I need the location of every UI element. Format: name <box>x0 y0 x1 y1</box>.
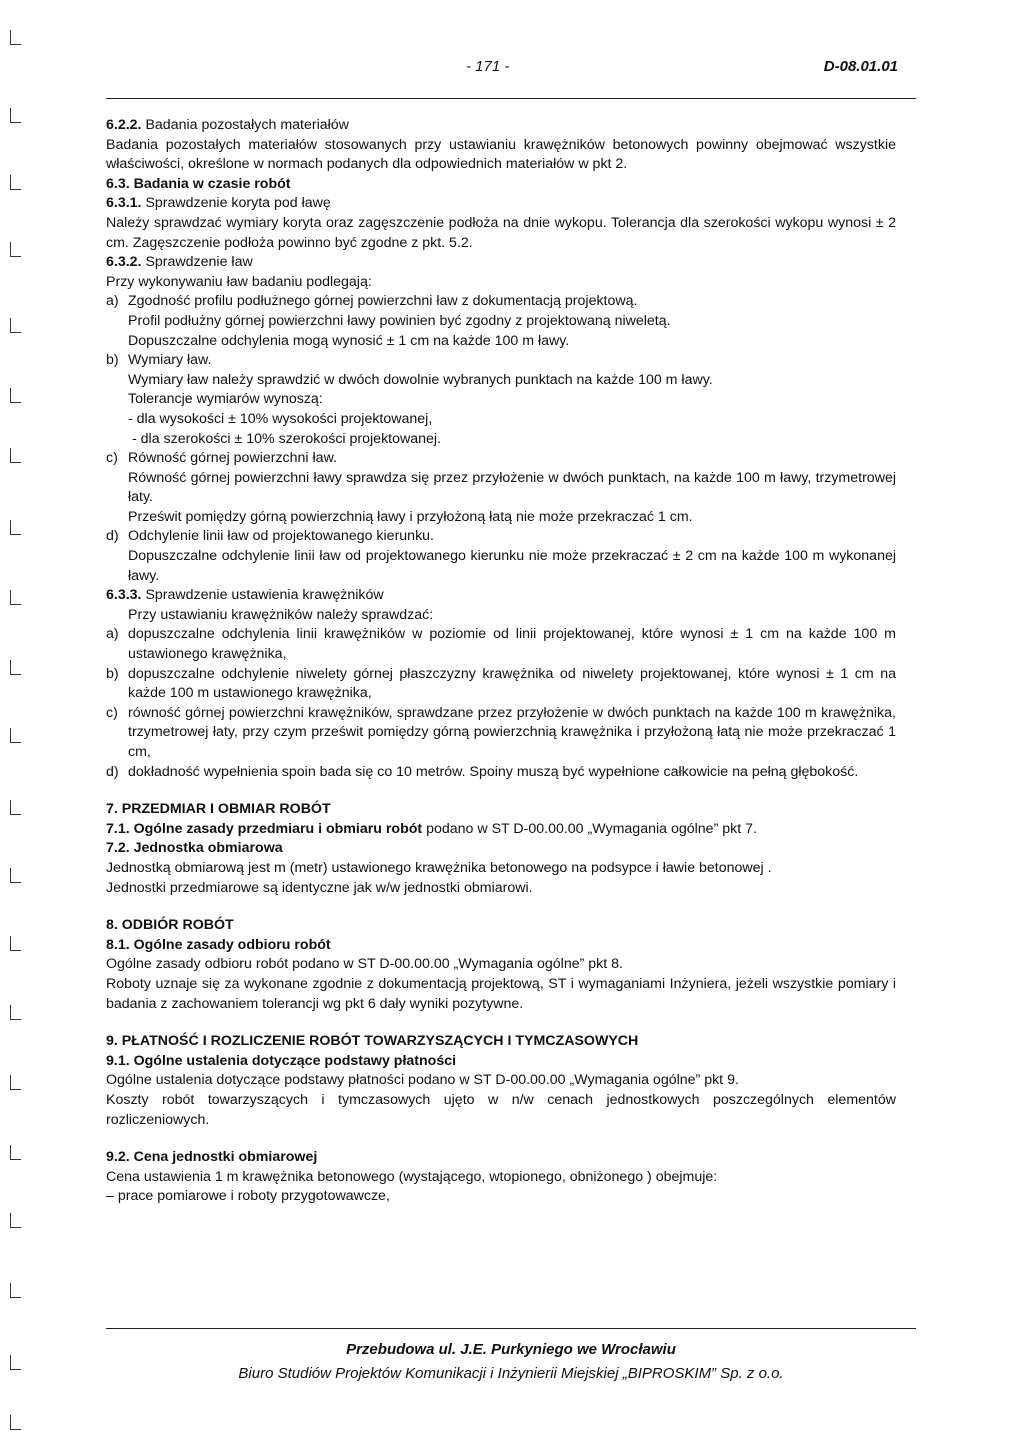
list-item <box>106 625 896 664</box>
subsection-title: 7.1. Ogólne zasady przedmiaru i obmiaru robót <box>106 820 423 837</box>
section-title: Badania w czasie robót <box>133 175 291 192</box>
section-title: Sprawdzenie ław <box>145 254 253 271</box>
scan-edge-mark <box>10 1415 21 1430</box>
list-subitem: - dla szerokości ± 10% szerokości projektowanej. <box>132 430 442 447</box>
section-heading-6-3-2 <box>106 253 896 273</box>
paragraph: Ogólne zasady odbioru robót podano w ST D-00.00.00 „Wymagania ogólne” pkt 8. <box>106 956 623 973</box>
scan-edge-mark <box>10 1005 21 1020</box>
section-title: Sprawdzenie koryta pod ławę <box>145 195 331 212</box>
scan-edge-mark <box>10 1213 21 1228</box>
section-number: 6.3.1. <box>106 195 142 212</box>
section-title: Sprawdzenie ustawienia krawężników <box>145 587 384 604</box>
scan-edge-mark <box>10 1283 21 1298</box>
subsection-title: 9.2. Cena jednostki obmiarowej <box>106 1149 318 1166</box>
scan-edge-mark <box>10 590 21 605</box>
scan-edge-mark <box>10 660 21 675</box>
list-item-line: Dopuszczalne odchylenie linii ław od projektowanego kierunku nie może przekraczać ± 2 cm na każde 100 m wykonanej ławy. <box>128 548 896 584</box>
paragraph-text: podano w ST D-00.00.00 „Wymagania ogólne” pkt 7. <box>426 820 757 837</box>
list-item-title: Odchylenie linii ław od projektowanego kierunku. <box>128 528 434 545</box>
section-heading-6-3-3 <box>106 586 896 606</box>
subsection-heading <box>106 1148 896 1168</box>
paragraph: Badania pozostałych materiałów stosowanych przy ustawianiu krawężników betonowych powinny obejmować wszystkie właściwości, określone w normach podanych dla odpowiednich materiałów w pkt 2. <box>106 136 896 173</box>
list-item <box>106 665 896 704</box>
section-heading-6-3 <box>106 175 896 195</box>
scan-edge-mark <box>10 388 21 403</box>
paragraph <box>106 820 896 840</box>
list-item <box>106 292 896 351</box>
paragraph: Cena ustawienia 1 m krawężnika betonowego (wystającego, wtopionego, obniżonego ) obejmuje: <box>106 1168 718 1185</box>
page-header <box>106 52 916 82</box>
list-item <box>106 351 896 449</box>
list-item-line: Profil podłużny górnej powierzchni ławy powinien być zgodny z projektowaną niweletą. <box>128 312 671 329</box>
scan-edge-mark <box>10 1075 21 1090</box>
scan-edge-mark <box>10 868 21 883</box>
paragraph: Należy sprawdzać wymiary koryta oraz zagęszczenie podłoża na dnie wykopu. Tolerancja dla szerokości wykopu wynosi ± 2 cm. Zagęszczenie podłoża powinno być zgodne z pkt. 5.2. <box>106 214 896 251</box>
scan-edge-mark <box>10 1355 21 1370</box>
section-number: 6.3. <box>106 175 130 192</box>
list-item <box>106 704 896 763</box>
list-item-text: dopuszczalne odchylenia linii krawężników w poziomie od linii projektowanej, które wynosi ± 1 cm na każde 100 m ustawionego krawężnika, <box>128 626 896 663</box>
list-label: b) <box>106 352 119 369</box>
list-item-text: dokładność wypełnienia spoin bada się co 10 metrów. Spoiny muszą być wypełnione całkowicie na pełną głębokość. <box>128 763 859 780</box>
scan-edge-mark <box>10 448 21 463</box>
list-label: c) <box>106 450 118 467</box>
list-label: a) <box>106 626 119 643</box>
paragraph: Roboty uznaje się za wykonane zgodnie z dokumentacją projektową, ST i wymaganiami Inżyniera, jeżeli wszystkie pomiary i badania z zachowaniem tolerancji wg pkt 6 dały wyniki pozytywne. <box>106 975 896 1012</box>
subsection-title: 9.1. Ogólne ustalenia dotyczące podstawy płatności <box>106 1052 457 1069</box>
page-footer <box>106 1338 916 1386</box>
scan-edge-mark <box>10 728 21 743</box>
list-item-line: Równość górnej powierzchni ławy sprawdza się przez przyłożenie w dwóch punktach, na każde 100 m ławy, trzymetrowej łaty. <box>128 469 896 506</box>
scan-edge-mark <box>10 520 21 535</box>
header-divider <box>106 98 916 99</box>
scan-edge-mark <box>10 318 21 333</box>
paragraph: Koszty robót towarzyszących i tymczasowych ujęto w n/w cenach jednostkowych poszczególnych elementów rozliczeniowych. <box>106 1091 896 1128</box>
scan-edge-mark <box>10 936 21 951</box>
list-label: c) <box>106 704 118 721</box>
list-item-title: Zgodność profilu podłużnego górnej powierzchni ław z dokumentacją projektową. <box>128 293 638 310</box>
list-label: a) <box>106 293 119 310</box>
list-item-title: Wymiary ław. <box>128 352 212 369</box>
subsection-heading <box>106 839 896 859</box>
list-item-line: Dopuszczalne odchylenia mogą wynosić ± 1 cm na każde 100 m ławy. <box>128 332 570 349</box>
section-heading-6-3-1 <box>106 194 896 214</box>
chapter-title: 8. ODBIÓR ROBÓT <box>106 917 234 934</box>
subsection-heading <box>106 1052 896 1072</box>
subsection-heading <box>106 936 896 956</box>
section-heading-6-2-2 <box>106 116 896 136</box>
list-item <box>106 763 896 783</box>
paragraph: Przy wykonywaniu ław badaniu podlegają: <box>106 273 372 290</box>
list-item-line: Tolerancje wymiarów wynoszą: <box>128 391 323 408</box>
paragraph: Jednostką obmiarową jest m (metr) ustawionego krawężnika betonowego na podsypce i ławie betonowej . <box>106 859 772 876</box>
list-label: d) <box>106 763 119 780</box>
section-number: 6.3.3. <box>106 587 142 604</box>
chapter-heading-8 <box>106 916 896 936</box>
list-label: d) <box>106 528 119 545</box>
chapter-title: 7. PRZEDMIAR I OBMIAR ROBÓT <box>106 801 331 818</box>
document-code: D-08.01.01 <box>823 58 898 75</box>
bullet-item: – prace pomiarowe i roboty przygotowawcze, <box>106 1188 390 1205</box>
footer-divider <box>106 1328 916 1329</box>
page-number: - 171 - <box>466 58 510 75</box>
list-item <box>106 449 896 527</box>
paragraph: Przy ustawianiu krawężników należy sprawdzać: <box>128 606 434 623</box>
section-number: 6.2.2. <box>106 117 142 133</box>
paragraph: Ogólne ustalenia dotyczące podstawy płatności podano w ST D-00.00.00 „Wymagania ogólne” pkt 9. <box>106 1072 739 1089</box>
chapter-heading-7 <box>106 800 896 820</box>
list-item-line: Prześwit pomiędzy górną powierzchnią ławy i przyłożoną łatą nie może przekraczać 1 cm. <box>128 508 693 525</box>
section-number: 6.3.2. <box>106 254 142 271</box>
list-label: b) <box>106 665 119 682</box>
scan-edge-mark <box>10 175 21 190</box>
document-body <box>106 116 896 1207</box>
section-title: Badania pozostałych materiałów <box>145 117 349 133</box>
list-subitem: - dla wysokości ± 10% wysokości projektowanej, <box>128 410 433 427</box>
scan-edge-mark <box>10 1145 21 1160</box>
chapter-title: 9. PŁATNOŚĆ I ROZLICZENIE ROBÓT TOWARZYSZĄCYCH I TYMCZASOWYCH <box>106 1033 639 1050</box>
scan-edge-mark <box>10 242 21 257</box>
paragraph: Jednostki przedmiarowe są identyczne jak w/w jednostki obmiarowi. <box>106 879 533 896</box>
subsection-title: 7.2. Jednostka obmiarowa <box>106 840 283 857</box>
scan-edge-mark <box>10 108 21 123</box>
list-item-text: dopuszczalne odchylenie niwelety górnej płaszczyzny krawężnika od niwelety projektowanej, które wynosi ± 1 cm na każde 100 m ustawionego krawężnika, <box>128 665 896 702</box>
scan-edge-mark <box>10 800 21 815</box>
chapter-heading-9 <box>106 1032 896 1052</box>
footer-company: Biuro Studiów Projektów Komunikacji i Inżynierii Miejskiej „BIPROSKIM” Sp. z o.o. <box>238 1365 784 1382</box>
subsection-title: 8.1. Ogólne zasady odbioru robót <box>106 936 331 953</box>
list-item <box>106 527 896 586</box>
list-item-title: Równość górnej powierzchni ław. <box>128 450 337 467</box>
list-item-text: równość górnej powierzchni krawężników, sprawdzane przez przyłożenie w dwóch punktach na każde 100 m krawężnika, trzymetrowej łaty, przy czym prześwit pomiędzy górną powierzchnią krawężnika i przyłożoną łatą nie może przekraczać 1 cm, <box>128 704 896 760</box>
list-item-line: Wymiary ław należy sprawdzić w dwóch dowolnie wybranych punktach na każde 100 m ławy. <box>128 371 713 388</box>
footer-project-title: Przebudowa ul. J.E. Purkyniego we Wrocławiu <box>346 1341 676 1358</box>
scan-edge-mark <box>10 30 21 45</box>
